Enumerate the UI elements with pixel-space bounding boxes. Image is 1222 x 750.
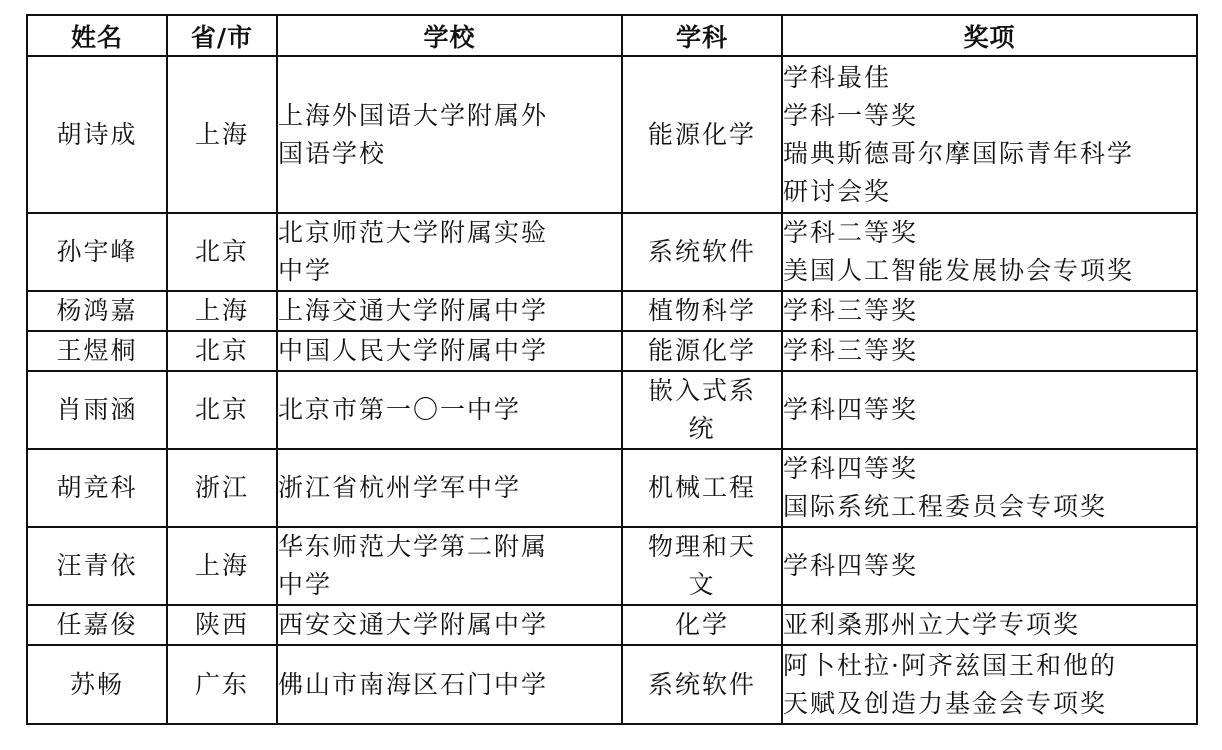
cell-award-line: 学科一等奖 <box>783 100 919 130</box>
cell-school-line: 国语学校 <box>278 138 387 168</box>
cell-subject-line: 化学 <box>674 610 729 639</box>
cell-subject-line: 文 <box>688 570 716 599</box>
header-award: 奖项 <box>782 15 1197 56</box>
cell-award-line: 亚利桑那州立大学专项奖 <box>783 610 1081 639</box>
cell-award <box>782 605 1197 645</box>
cell-award-line: 国际系统工程委员会专项奖 <box>783 492 1108 521</box>
cell-school-line: 中学 <box>278 256 333 285</box>
cell-subject-line: 能源化学 <box>647 119 756 149</box>
cell-name: 苏畅 <box>27 645 167 724</box>
cell-name: 胡竞科 <box>27 449 167 527</box>
cell-name: 孙宇峰 <box>27 213 167 291</box>
cell-award-line: 美国人工智能发展协会专项奖 <box>783 256 1135 285</box>
cell-subject-line: 植物科学 <box>647 296 756 325</box>
cell-subject <box>622 331 782 371</box>
cell-name: 杨鸿嘉 <box>27 291 167 331</box>
cell-school-line: 华东师范大学第二附属 <box>278 532 549 561</box>
cell-award-line: 瑞典斯德哥尔摩国际青年科学 <box>783 138 1135 168</box>
cell-school <box>277 645 622 724</box>
cell-subject-line: 能源化学 <box>647 336 756 365</box>
cell-subject <box>622 56 782 213</box>
cell-province: 陕西 <box>167 605 277 645</box>
cell-school <box>277 527 622 605</box>
cell-subject <box>622 527 782 605</box>
cell-subject <box>622 645 782 724</box>
cell-school <box>277 56 622 213</box>
cell-award-line: 学科三等奖 <box>783 296 919 325</box>
cell-award-line: 学科四等奖 <box>783 551 919 580</box>
cell-award <box>782 56 1197 213</box>
cell-school <box>277 605 622 645</box>
header-row <box>27 15 1197 56</box>
table-row <box>27 56 1197 213</box>
cell-name: 肖雨涵 <box>27 371 167 449</box>
cell-award-line: 研讨会奖 <box>783 176 892 206</box>
table-body <box>27 56 1197 724</box>
table-row <box>27 527 1197 605</box>
cell-school-line: 中学 <box>278 570 333 599</box>
cell-award <box>782 331 1197 371</box>
cell-school <box>277 449 622 527</box>
cell-subject <box>622 371 782 449</box>
cell-name: 王煜桐 <box>27 331 167 371</box>
header-name: 姓名 <box>27 15 167 56</box>
cell-province: 广东 <box>167 645 277 724</box>
cell-school-line: 西安交通大学附属中学 <box>278 610 549 639</box>
cell-subject-line: 系统软件 <box>647 669 756 699</box>
cell-school-line: 佛山市南海区石门中学 <box>278 669 549 699</box>
cell-subject-line: 统 <box>688 414 716 443</box>
cell-name: 胡诗成 <box>27 56 167 213</box>
cell-award <box>782 371 1197 449</box>
table-row <box>27 213 1197 291</box>
cell-province: 北京 <box>167 213 277 291</box>
table-row <box>27 371 1197 449</box>
cell-province: 上海 <box>167 56 277 213</box>
cell-subject <box>622 605 782 645</box>
cell-province: 浙江 <box>167 449 277 527</box>
cell-award-line: 天赋及创造力基金会专项奖 <box>783 688 1108 718</box>
cell-school <box>277 213 622 291</box>
header-subject: 学科 <box>622 15 782 56</box>
cell-subject-line: 物理和天 <box>647 532 756 561</box>
cell-award <box>782 527 1197 605</box>
cell-name: 汪青依 <box>27 527 167 605</box>
cell-school <box>277 371 622 449</box>
table-row <box>27 291 1197 331</box>
cell-subject <box>622 291 782 331</box>
cell-school-line: 北京市第一〇一中学 <box>278 395 522 424</box>
cell-name: 任嘉俊 <box>27 605 167 645</box>
cell-province: 北京 <box>167 331 277 371</box>
cell-school <box>277 291 622 331</box>
cell-award <box>782 213 1197 291</box>
cell-school-line: 上海外国语大学附属外 <box>278 100 549 130</box>
table-row <box>27 645 1197 724</box>
cell-school-line: 上海交通大学附属中学 <box>278 296 549 325</box>
table-row <box>27 605 1197 645</box>
cell-award <box>782 449 1197 527</box>
cell-award-line: 学科四等奖 <box>783 454 919 483</box>
cell-school-line: 浙江省杭州学军中学 <box>278 473 522 502</box>
table-row <box>27 331 1197 371</box>
cell-subject-line: 嵌入式系 <box>647 376 756 405</box>
cell-school-line: 中国人民大学附属中学 <box>278 336 549 365</box>
cell-award <box>782 645 1197 724</box>
cell-award-line: 阿卜杜拉·阿齐兹国王和他的 <box>783 650 1117 680</box>
cell-school-line: 北京师范大学附属实验 <box>278 218 549 247</box>
cell-subject-line: 机械工程 <box>647 473 756 502</box>
header-province: 省/市 <box>167 15 277 56</box>
cell-subject <box>622 213 782 291</box>
cell-subject <box>622 449 782 527</box>
cell-award-line: 学科最佳 <box>783 62 892 92</box>
cell-province: 北京 <box>167 371 277 449</box>
cell-province: 上海 <box>167 527 277 605</box>
cell-subject-line: 系统软件 <box>647 237 756 266</box>
awards-table <box>26 14 1198 725</box>
cell-award <box>782 291 1197 331</box>
header-school: 学校 <box>277 15 622 56</box>
cell-award-line: 学科二等奖 <box>783 218 919 247</box>
cell-school <box>277 331 622 371</box>
table-row <box>27 449 1197 527</box>
cell-award-line: 学科四等奖 <box>783 395 919 424</box>
cell-province: 上海 <box>167 291 277 331</box>
cell-award-line: 学科三等奖 <box>783 336 919 365</box>
